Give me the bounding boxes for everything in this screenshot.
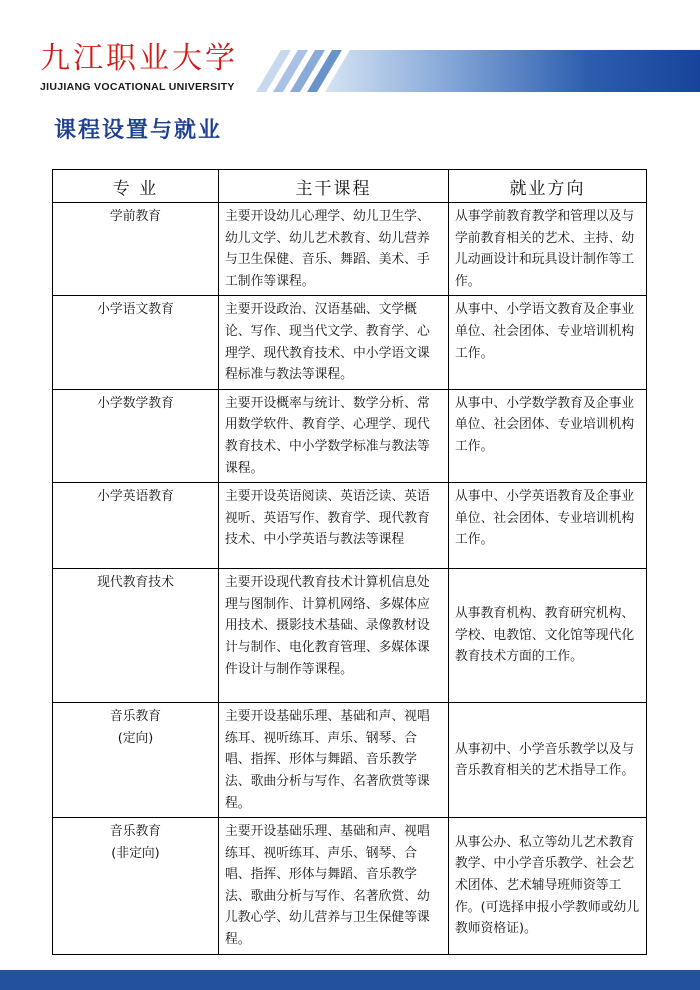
courses-cell: 主要开设基础乐理、基础和声、视唱练耳、视听练耳、声乐、钢琴、合唱、指挥、形体与舞蹈、音乐教学法、歌曲分析与写作、名著欣赏、幼儿教心学、幼儿营养与卫生保健等课程。	[219, 818, 449, 955]
table-row	[53, 483, 647, 569]
courses-cell: 主要开设现代教育技术计算机信息处理与图制作、计算机网络、多媒体应用技术、摄影技术基础、录像教材设计与制作、电化教育管理、多媒体课件设计与制作等课程。	[219, 569, 449, 703]
course-table	[52, 169, 647, 955]
major-name: 音乐教育	[109, 824, 162, 840]
courses-cell: 主要开设政治、汉语基础、文学概论、写作、现当代文学、教育学、心理学、现代教育技术、中小学语文课程标准与教法等课程。	[219, 296, 449, 389]
career-cell: 从事中、小学语文教育及企事业单位、社会团体、专业培训机构工作。	[449, 296, 647, 389]
major-name: 学前教育	[109, 209, 162, 224]
major-cell	[53, 483, 219, 569]
table-header-row	[53, 170, 647, 203]
major-name: 小学语文教育	[97, 302, 174, 318]
courses-cell: 主要开设英语阅读、英语泛读、英语视听、英语写作、教育学、现代教育技术、中小学英语与教法等课程	[219, 483, 449, 569]
career-cell: 从事中、小学数学教育及企事业单位、社会团体、专业培训机构工作。	[449, 389, 647, 482]
career-cell: 从事公办、私立等幼儿艺术教育教学、中小学音乐教学、社会艺术团体、艺术辅导班师资等工作。(可选择申报小学教师或幼儿教师资格证)。	[449, 818, 647, 955]
column-header-major: 专 业	[53, 170, 219, 203]
table-row	[53, 818, 647, 955]
table-row	[53, 203, 647, 296]
table-row	[53, 569, 647, 703]
major-note: (非定向)	[111, 845, 160, 861]
major-cell	[53, 389, 219, 482]
footer-bar	[0, 970, 700, 990]
major-name: 音乐教育	[109, 709, 162, 725]
career-cell: 从事教育机构、教育研究机构、学校、电教馆、文化馆等现代化教育技术方面的工作。	[449, 569, 647, 703]
major-cell	[53, 296, 219, 389]
major-note: (定向)	[117, 730, 154, 746]
section-title: 课程设置与就业	[54, 118, 223, 143]
table-row	[53, 703, 647, 818]
major-cell	[53, 818, 219, 955]
school-logo-english: JIUJIANG VOCATIONAL UNIVERSITY	[40, 81, 235, 93]
school-logo-chinese: 九江职业大学	[40, 41, 238, 76]
table-row	[53, 296, 647, 389]
table-row	[53, 389, 647, 482]
major-name: 小学数学教育	[97, 395, 174, 411]
career-cell: 从事学前教育教学和管理以及与学前教育相关的艺术、主持、幼儿动画设计和玩具设计制作等工作。	[449, 203, 647, 296]
courses-cell: 主要开设基础乐理、基础和声、视唱练耳、视听练耳、声乐、钢琴、合唱、指挥、形体与舞蹈、音乐教学法、歌曲分析与写作、名著欣赏等课程。	[219, 703, 449, 818]
major-cell	[53, 569, 219, 703]
courses-cell: 主要开设幼儿心理学、幼儿卫生学、幼儿文学、幼儿艺术教育、幼儿营养与卫生保健、音乐、舞蹈、美术、手工制作等课程。	[219, 203, 449, 296]
major-name: 现代教育技术	[97, 575, 174, 591]
header-decoration-band	[255, 50, 700, 92]
career-cell: 从事中、小学英语教育及企事业单位、社会团体、专业培训机构工作。	[449, 483, 647, 569]
career-cell: 从事初中、小学音乐教学以及与音乐教育相关的艺术指导工作。	[449, 703, 647, 818]
column-header-career: 就业方向	[449, 170, 647, 203]
major-name: 小学英语教育	[97, 489, 174, 505]
major-cell	[53, 203, 219, 296]
courses-cell: 主要开设概率与统计、数学分析、常用数学软件、教育学、心理学、现代教育技术、中小学数学标准与教法等课程。	[219, 389, 449, 482]
column-header-courses: 主干课程	[219, 170, 449, 203]
major-cell	[53, 703, 219, 818]
